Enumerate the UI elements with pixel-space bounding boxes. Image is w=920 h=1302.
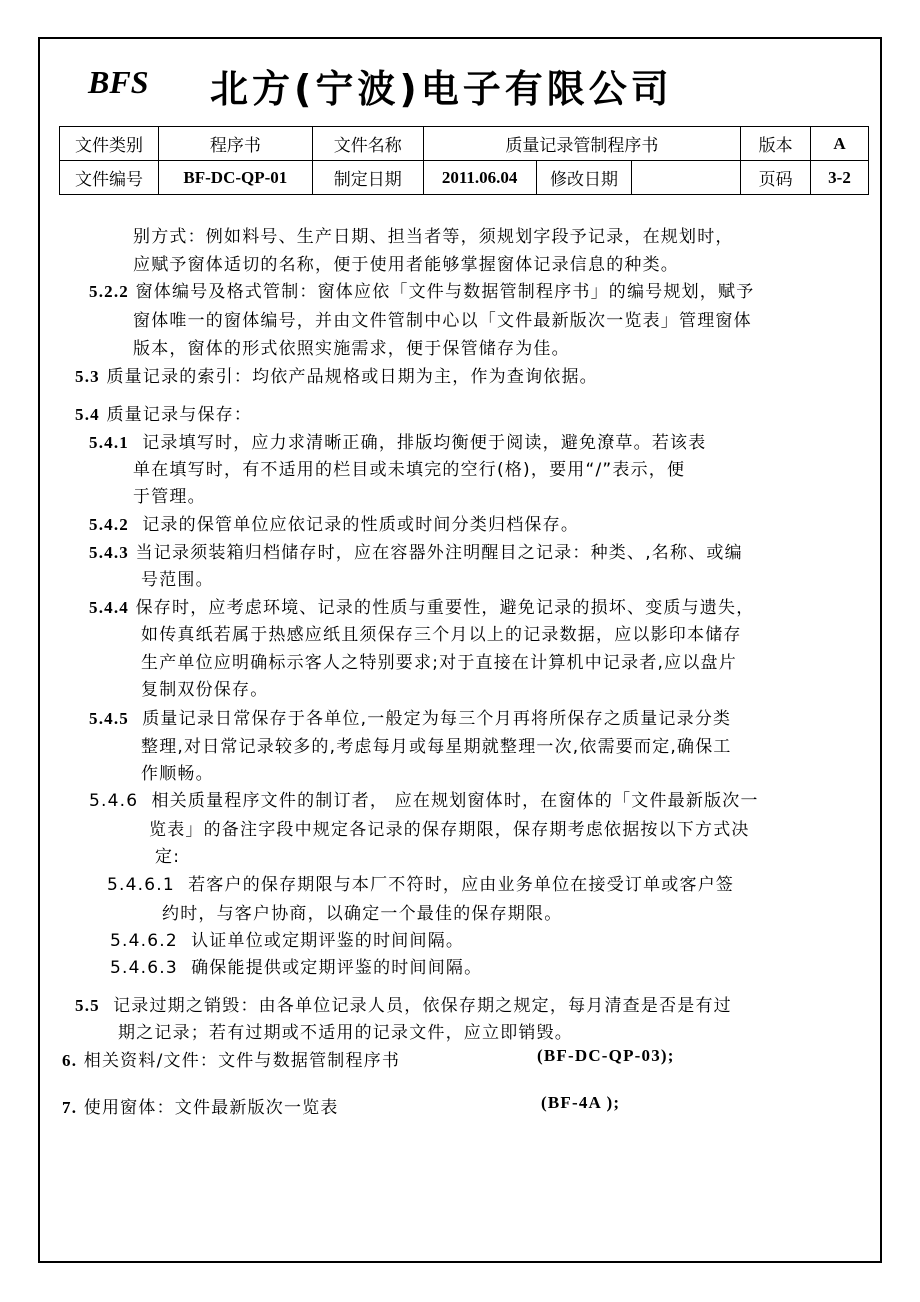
body-line: 整理,对日常记录较多的,考虑每月或每星期就整理一次,依需要而定,确保工 bbox=[141, 737, 732, 757]
section-7: 7. 使用窗体：文件最新版次一览表 bbox=[62, 1098, 339, 1118]
doc-type-label: 文件类别 bbox=[60, 127, 159, 161]
section-5-4-6-3: 5.4.6.3 确保能提供或定期评鉴的时间间隔。 bbox=[110, 958, 483, 978]
section-number: 5.4.6 bbox=[89, 791, 139, 811]
section-6: 6. 相关资料/文件：文件与数据管制程序书 bbox=[62, 1051, 401, 1071]
revised-date-label: 修改日期 bbox=[536, 161, 632, 195]
body-line: 定: bbox=[155, 847, 181, 867]
section-5-4-2: 5.4.2 记录的保管单位应依记录的性质或时间分类归档保存。 bbox=[89, 515, 580, 535]
section-5-4-4: 5.4.4 保存时，应考虑环境、记录的性质与重要性，避免记录的损坏、变质与遗失， bbox=[89, 598, 755, 618]
section-number: 5.5 bbox=[75, 996, 100, 1015]
table-row bbox=[60, 127, 869, 161]
body-line: 于管理。 bbox=[133, 487, 206, 507]
body-line: 览表」的备注字段中规定各记录的保存期限，保存期考虑依据按以下方式决 bbox=[149, 820, 750, 840]
section-6-reference: (BF-DC-QP-03); bbox=[537, 1046, 675, 1065]
section-5-4-3: 5.4.3 当记录须装箱归档储存时，应在容器外注明醒目之记录：种类、,名称、或编 bbox=[89, 543, 743, 563]
version-value: A bbox=[811, 127, 869, 161]
body-line: 复制双份保存。 bbox=[141, 680, 269, 700]
body-line: 单在填写时，有不适用的栏目或未填完的空行(格)，要用“/”表示，便 bbox=[133, 460, 686, 480]
body-line: 应赋予窗体适切的名称，便于使用者能够掌握窗体记录信息的种类。 bbox=[133, 255, 679, 275]
section-5-5: 5.5 记录过期之销毁：由各单位记录人员，依保存期之规定，每月清查是否是有过 bbox=[75, 996, 732, 1016]
section-5-4-6-2: 5.4.6.2 认证单位或定期评鉴的时间间隔。 bbox=[110, 931, 465, 951]
revised-date-value bbox=[632, 161, 741, 195]
body-line: 窗体唯一的窗体编号，并由文件管制中心以「文件最新版次一览表」管理窗体 bbox=[133, 311, 752, 331]
section-5-3: 5.3 质量记录的索引：均依产品规格或日期为主，作为查询依据。 bbox=[75, 367, 598, 387]
body-line: 约时，与客户协商，以确定一个最佳的保存期限。 bbox=[162, 904, 563, 924]
section-7-reference: (BF-4A ); bbox=[541, 1093, 621, 1112]
section-number: 5.2.2 bbox=[89, 282, 129, 301]
page-label: 页码 bbox=[741, 161, 811, 195]
body-line: 如传真纸若属于热感应纸且须保存三个月以上的记录数据，应以影印本储存 bbox=[141, 625, 742, 645]
section-number: 5.4.4 bbox=[89, 598, 129, 617]
document-info-table bbox=[59, 126, 869, 195]
section-number: 5.4.6.1 bbox=[107, 875, 175, 895]
body-line: 别方式：例如料号、生产日期、担当者等，须规划字段予记录，在规划时， bbox=[133, 227, 734, 247]
doc-type-value: 程序书 bbox=[158, 127, 312, 161]
table-row bbox=[60, 161, 869, 195]
section-number: 5.4.6.2 bbox=[110, 931, 178, 951]
section-number: 5.4.2 bbox=[89, 515, 129, 534]
section-number: 5.4.1 bbox=[89, 433, 129, 452]
section-number: 5.4.6.3 bbox=[110, 958, 178, 978]
doc-no-label: 文件编号 bbox=[60, 161, 159, 195]
page-value: 3-2 bbox=[811, 161, 869, 195]
section-5-4: 5.4 质量记录与保存： bbox=[75, 405, 253, 425]
section-number: 5.3 bbox=[75, 367, 100, 386]
doc-no-value: BF-DC-QP-01 bbox=[158, 161, 312, 195]
body-line: 版本，窗体的形式依照实施需求，便于保管储存为佳。 bbox=[133, 339, 570, 359]
section-number: 7. bbox=[62, 1098, 78, 1117]
section-number: 6. bbox=[62, 1051, 78, 1070]
section-5-4-1: 5.4.1 记录填写时，应力求清晰正确，排版均衡便于阅读，避免潦草。若该表 bbox=[89, 433, 707, 453]
doc-name-value: 质量记录管制程序书 bbox=[423, 127, 740, 161]
body-line: 生产单位应明确标示客人之特别要求;对于直接在计算机中记录者,应以盘片 bbox=[141, 653, 737, 673]
section-number: 5.4 bbox=[75, 405, 100, 424]
company-logo: BFS bbox=[88, 64, 149, 100]
version-label: 版本 bbox=[741, 127, 811, 161]
body-line: 作顺畅。 bbox=[141, 764, 214, 784]
body-line: 期之记录；若有过期或不适用的记录文件，应立即销毁。 bbox=[118, 1023, 573, 1043]
section-number: 5.4.3 bbox=[89, 543, 129, 562]
section-5-4-6: 5.4.6 相关质量程序文件的制订者， 应在规划窗体时，在窗体的「文件最新版次一 bbox=[89, 791, 759, 811]
made-date-value: 2011.06.04 bbox=[423, 161, 536, 195]
section-5-4-5: 5.4.5 质量记录日常保存于各单位,一般定为每三个月再将所保存之质量记录分类 bbox=[89, 709, 732, 729]
section-5-2-2: 5.2.2 窗体编号及格式管制：窗体应依「文件与数据管制程序书」的编号规划，赋予 bbox=[89, 282, 755, 302]
doc-name-label: 文件名称 bbox=[312, 127, 423, 161]
made-date-label: 制定日期 bbox=[312, 161, 423, 195]
section-number: 5.4.5 bbox=[89, 709, 129, 728]
section-5-4-6-1: 5.4.6.1 若客户的保存期限与本厂不符时，应由业务单位在接受订单或客户签 bbox=[107, 875, 735, 895]
company-name: 北方(宁波)电子有限公司 bbox=[210, 67, 673, 111]
body-line: 号范围。 bbox=[141, 570, 214, 590]
